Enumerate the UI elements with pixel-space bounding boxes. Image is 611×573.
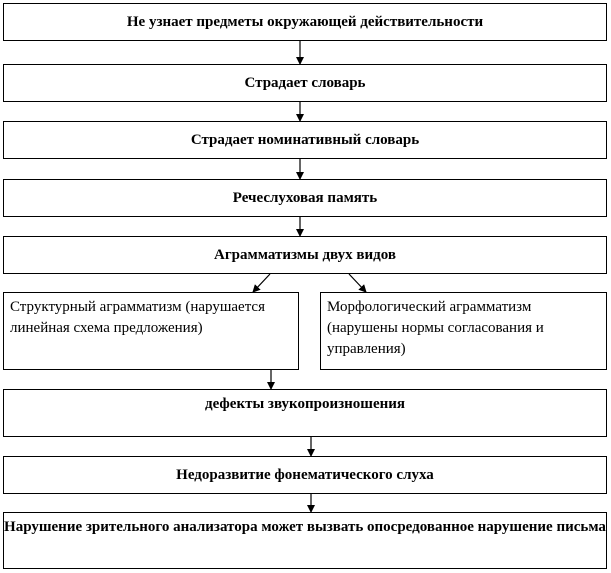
node-auditory-memory-label: Речеслуховая память	[232, 190, 378, 206]
node-structural-agrammatism-detail: (нарушается линейная схема предложения)	[10, 299, 265, 336]
node-sound-pronunciation-defects-label: дефекты звукопроизношения	[204, 396, 406, 412]
arrow-n5-n6	[253, 274, 270, 292]
node-agrammatisms-two-types-label: Аграмматизмы двух видов	[214, 247, 396, 263]
node-auditory-memory	[3, 179, 607, 217]
arrow-n5-n7	[349, 274, 366, 292]
node-visual-analyzer	[3, 512, 607, 569]
node-nominative-vocabulary-label: Страдает номинативный словарь	[190, 132, 420, 148]
node-structural-agrammatism	[3, 292, 299, 370]
node-agrammatisms-two-types	[3, 236, 607, 274]
node-structural-agrammatism-title: Структурный аграмматизм	[10, 299, 182, 315]
node-vocabulary-suffers	[3, 64, 607, 102]
node-nominative-vocabulary	[3, 121, 607, 159]
node-sound-pronunciation-defects	[3, 389, 607, 437]
node-not-recognize-objects	[3, 3, 607, 41]
node-morphological-agrammatism	[320, 292, 607, 370]
node-vocabulary-suffers-label: Страдает словарь	[244, 75, 366, 91]
node-not-recognize-objects-label: Не узнает предметы окружающей действительности	[126, 14, 484, 30]
node-phonemic-hearing	[3, 456, 607, 494]
node-morphological-agrammatism-detail: (нарушены нормы согласования и управления)	[327, 320, 544, 357]
node-morphological-agrammatism-title: Морфологический аграмматизм	[327, 299, 532, 315]
node-visual-analyzer-label: Нарушение зрительного анализатора может вызвать опосредованное нарушение письма	[4, 519, 606, 535]
node-phonemic-hearing-label: Недоразвитие фонематического слуха	[176, 467, 434, 483]
